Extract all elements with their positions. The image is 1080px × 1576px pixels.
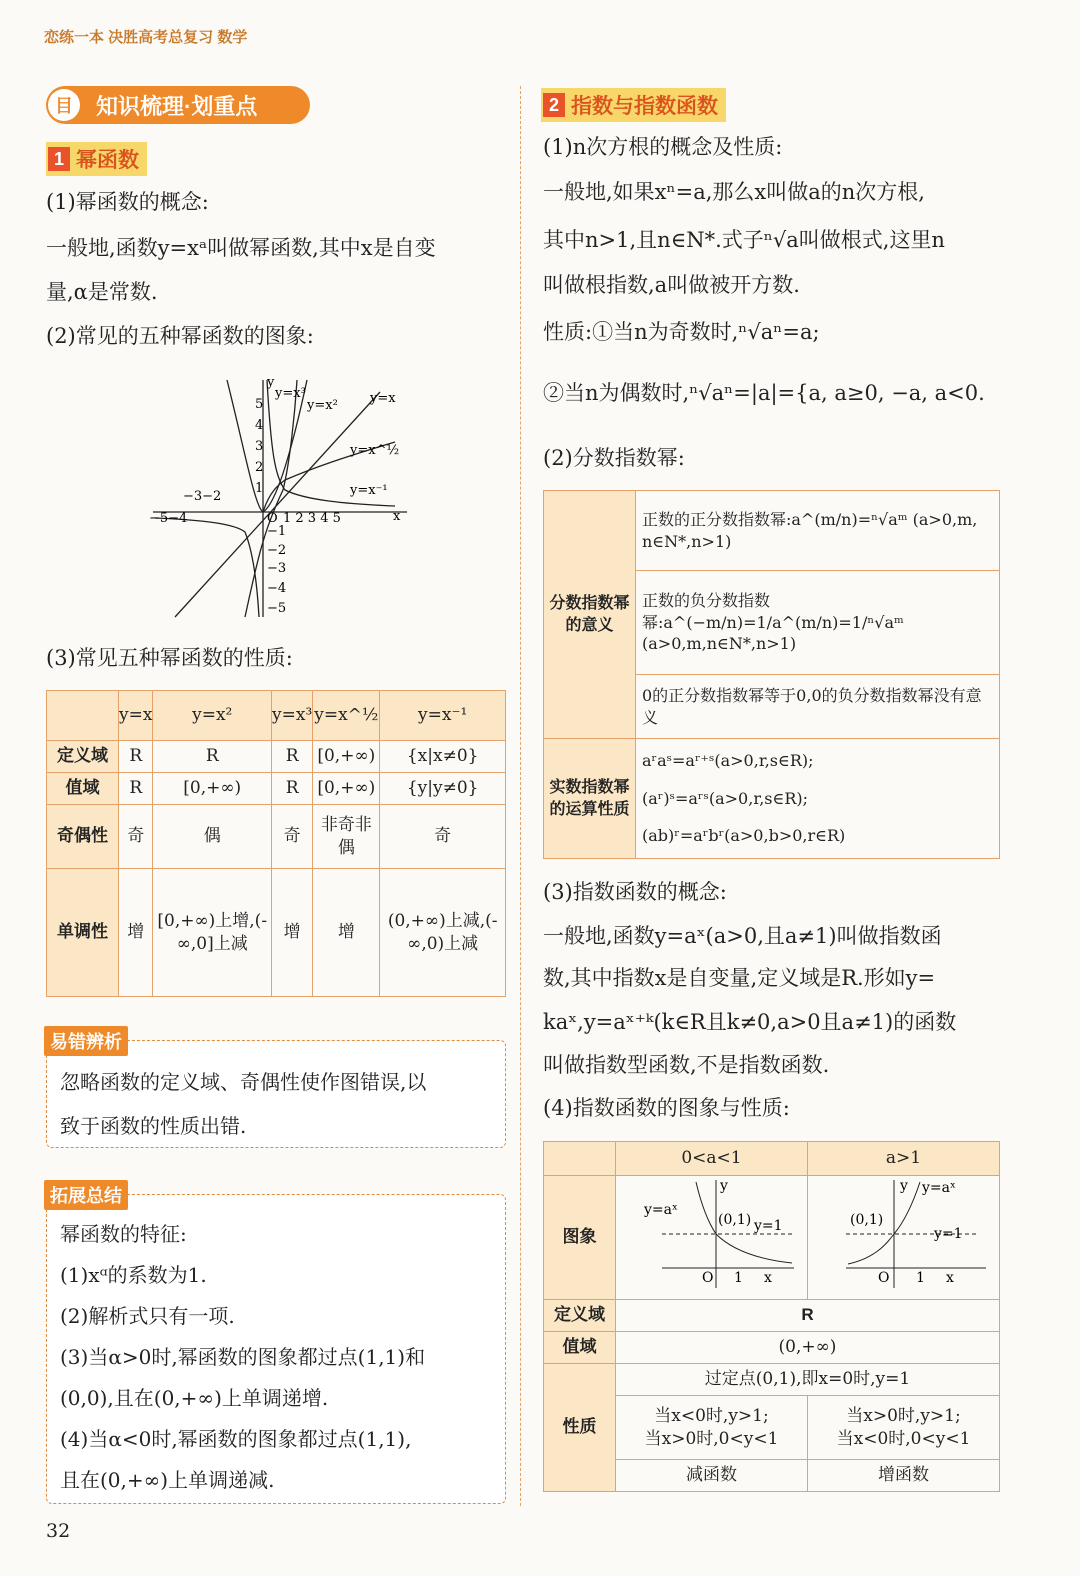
svg-text:2: 2 (255, 460, 264, 475)
text-line: (3)常见五种幂函数的性质: (46, 646, 293, 670)
text-line: (1)n次方根的概念及性质: (543, 135, 783, 159)
curve-label: y=x⁻¹ (350, 483, 388, 498)
brand-header: 恋练一本 决胜高考总复习 数学 (44, 29, 248, 46)
error-analysis-tag: 易错辨析 (44, 1026, 128, 1056)
power-function-graph (145, 372, 415, 622)
main-section-title: 知识梳理·划重点 (46, 86, 310, 124)
page-number: 32 (46, 1520, 71, 1542)
svg-text:y=1: y=1 (753, 1218, 783, 1235)
svg-text:5: 5 (255, 397, 264, 412)
svg-text:1: 1 (255, 481, 264, 496)
text-line: 忽略函数的定义域、奇偶性使作图错误,以 (60, 1070, 427, 1094)
text-line: (4)指数函数的图象与性质: (543, 1096, 790, 1120)
curve-label: y=x² (307, 398, 338, 413)
text-line: 量,α是常数. (46, 280, 158, 304)
svg-text:1 2 3 4 5: 1 2 3 4 5 (283, 511, 341, 526)
svg-text:y=1: y=1 (933, 1226, 963, 1243)
text-line: (4)当α<0时,幂函数的图象都过点(1,1), (60, 1427, 412, 1451)
text-line: (2)分数指数幂: (543, 446, 685, 470)
svg-text:1: 1 (733, 1270, 743, 1287)
svg-text:x: x (945, 1270, 954, 1287)
svg-text:O: O (877, 1270, 889, 1287)
svg-text:−4: −4 (267, 581, 287, 596)
svg-text:y: y (719, 1178, 728, 1195)
text-line: (3)指数函数的概念: (543, 880, 727, 904)
text-line: kaˣ,y=aˣ⁺ᵏ(k∈R且k≠0,a>0且a≠1)的函数 (543, 1010, 957, 1034)
x-axis-label: x (393, 509, 401, 524)
column-divider (520, 86, 521, 1506)
text-line: 一般地,如果xⁿ=a,那么x叫做a的n次方根, (543, 180, 925, 204)
exponential-function-table: 0<a<1 a>1 图象 y=aˣ (0,1) y=1 O 1 x y y=aˣ (0,1) y=1 O 1 x y 定义域 R 值域 (0,+∞) 性质 过定点(0,1),即x=0时,y=1 当x<0时,y>1; 当x>0时,0<y<1 当x>0时,y>1; 当x<0时,0<y<1 减函数 增函数 (543, 1141, 1000, 1492)
fractional-exponent-table: 分数指数幂的意义 正数的正分数指数幂:a^(m/n)=ⁿ√aᵐ (a>0,m, n∈N*,n>1) 正数的负分数指数幂:a^(−m/n)=1/a^(m/n)=1/ⁿ√aᵐ (a>0,m,n∈N*,n>1) 0的正分数指数幂等于0,0的负分数指数幂没有意义 实数指数幂的运算性质 aʳaˢ=aʳ⁺ˢ(a>0,r,s∈R); (aʳ)ˢ=aʳˢ(a>0,r,s∈R); (ab)ʳ=aʳbʳ(a>0,b>0,r∈R) (543, 490, 1000, 859)
curve-label: y=x (370, 391, 396, 406)
svg-text:O: O (701, 1270, 713, 1287)
text-line: 且在(0,+∞)上单调递减. (60, 1468, 275, 1492)
svg-text:(0,1): (0,1) (717, 1212, 751, 1229)
text-line: 叫做指数型函数,不是指数函数. (543, 1053, 830, 1077)
svg-text:−3−2: −3−2 (183, 489, 222, 504)
svg-text:−5: −5 (267, 601, 287, 616)
text-line: 一般地,函数y=aˣ(a>0,且a≠1)叫做指数函 (543, 924, 942, 948)
text-line: 致于函数的性质出错. (60, 1114, 247, 1138)
text-line: (1)xᵅ的系数为1. (60, 1263, 207, 1287)
text-line: 幂函数的特征: (60, 1222, 187, 1246)
origin-label: O (267, 511, 278, 526)
section-1-header: 1 幂函数 (46, 142, 147, 176)
text-line: (0,0),且在(0,+∞)上单调递增. (60, 1386, 329, 1410)
book-icon: 目 (48, 89, 80, 121)
svg-text:3: 3 (255, 439, 264, 454)
text-line: 其中n>1,且n∈N*.式子ⁿ√a叫做根式,这里n (543, 228, 945, 252)
increasing-exp-graph (816, 1176, 992, 1292)
svg-text:y=aˣ: y=aˣ (643, 1202, 678, 1219)
text-line: 一般地,函数y=xᵃ叫做幂函数,其中x是自变 (46, 236, 436, 260)
svg-text:−1: −1 (267, 524, 287, 539)
svg-text:−5−4: −5−4 (149, 511, 188, 526)
section-2-header: 2 指数与指数函数 (541, 88, 726, 122)
text-line: 数,其中指数x是自变量,定义域是R.形如y= (543, 966, 936, 990)
text-line: 性质:①当n为奇数时,ⁿ√aⁿ=a; (543, 320, 820, 344)
extension-summary-tag: 拓展总结 (44, 1180, 128, 1210)
text-line: ②当n为偶数时,ⁿ√aⁿ=|a|={a, a≥0, −a, a<0. (543, 381, 985, 405)
power-function-table: y=x y=x² y=x³ y=x^½ y=x⁻¹ 定义域 R R R [0,+∞) {x|x≠0} 值域 R [0,+∞) R [0,+∞) {y|y≠0} 奇偶性 奇 偶 奇 非奇非偶 奇 单调性 增 [0,+∞)上增,(-∞,0]上减 增 增 (0,+∞)上减,(-∞,0)上减 (46, 690, 506, 997)
y-axis-label: y (267, 375, 275, 390)
text-line: (3)当α>0时,幂函数的图象都过点(1,1)和 (60, 1345, 426, 1369)
svg-text:−3: −3 (267, 561, 287, 576)
text-line: (1)幂函数的概念: (46, 190, 209, 214)
decreasing-exp-graph (624, 1176, 800, 1292)
text-line: (2)解析式只有一项. (60, 1304, 235, 1328)
svg-text:1: 1 (915, 1270, 925, 1287)
curve-label: y=x^½ (350, 443, 400, 458)
svg-text:(0,1): (0,1) (849, 1212, 883, 1229)
svg-text:−2: −2 (267, 543, 287, 558)
svg-text:4: 4 (255, 418, 264, 433)
text-line: 叫做根指数,a叫做被开方数. (543, 273, 800, 297)
text-line: (2)常见的五种幂函数的图象: (46, 324, 314, 348)
curve-label: y=x³ (275, 386, 306, 401)
svg-text:y: y (899, 1178, 908, 1195)
svg-text:y=aˣ: y=aˣ (921, 1180, 956, 1197)
svg-text:x: x (763, 1270, 772, 1287)
